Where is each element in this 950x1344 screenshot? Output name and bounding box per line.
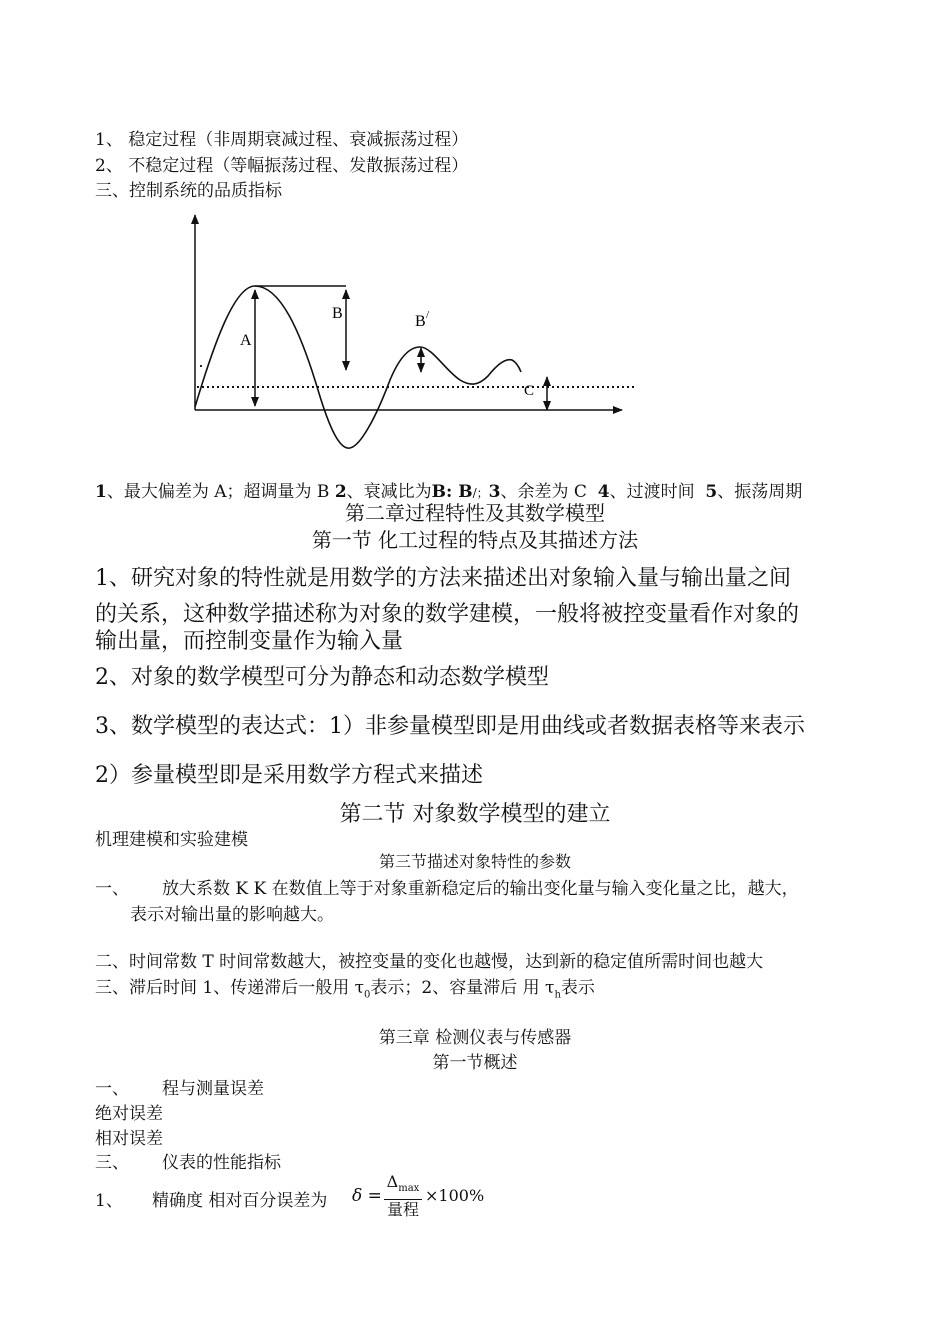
delta-symbol: δ = bbox=[352, 1186, 382, 1206]
item3-text-b: 表示；2、容量滞后 用 τ bbox=[370, 978, 555, 998]
delta-upper: Δ bbox=[386, 1172, 399, 1191]
ind-text-1: 、最大偏差为 A；超调量为 B bbox=[106, 482, 330, 502]
formula-fraction bbox=[384, 1173, 422, 1219]
item1-line1: 放大系数 K K 在数值上等于对象重新稳定后的输出变化量与输入变化量之比，越大， bbox=[162, 879, 799, 899]
item3-text-c: 表示 bbox=[560, 978, 595, 998]
fraction-numerator bbox=[384, 1173, 422, 1198]
label-B-prime-mark: / bbox=[426, 309, 430, 321]
fraction-denominator: 量程 bbox=[386, 1200, 419, 1220]
ind-num-5: 5 bbox=[705, 482, 718, 502]
chapter2-section3-title: 第三节描述对象特性的参数 bbox=[378, 852, 571, 871]
max-subscript: max bbox=[398, 1183, 420, 1195]
ind-text-4: 、过渡时间 bbox=[609, 482, 695, 502]
label-dot: · bbox=[198, 356, 204, 376]
label-B-prime: B bbox=[415, 313, 426, 330]
ind-num-4: 4 bbox=[597, 482, 610, 502]
transient-response-figure bbox=[0, 0, 950, 470]
ind-text-3: 、余差为 C bbox=[500, 482, 587, 502]
ind-num-2: 2 bbox=[334, 482, 347, 502]
ind-text-2c: /； bbox=[472, 486, 489, 500]
chapter2-section1-title: 第一节 化工过程的特点及其描述方法 bbox=[311, 528, 639, 552]
label-C: C bbox=[524, 383, 535, 399]
section2-body: 机理建模和实验建模 bbox=[95, 830, 248, 850]
precision-number: 1、 bbox=[95, 1191, 123, 1211]
ind-text-2b: B: B bbox=[431, 482, 473, 502]
label-A: A bbox=[240, 332, 252, 349]
label-B: B bbox=[332, 305, 343, 322]
item2: 二、时间常数 T 时间常数越大，被控变量的变化也越慢，达到新的稳定值所需时间也越大 bbox=[95, 952, 764, 972]
heading-quality-indicators: 三、控制系统的品质指标 bbox=[95, 181, 282, 201]
ind-text-5: 、振荡周期 bbox=[717, 482, 803, 502]
chapter3-title: 第三章 检测仪表与传感器 bbox=[378, 1028, 572, 1048]
ind-num-3: 3 bbox=[488, 482, 501, 502]
relative-error: 相对误差 bbox=[95, 1129, 163, 1149]
item3 bbox=[95, 973, 595, 1000]
paragraph-3: 3、数学模型的表达式：1）非参量模型即是用曲线或者数据表格等来表示 bbox=[95, 714, 805, 739]
item3-sub-0: 0 bbox=[364, 989, 371, 1001]
chapter2-title: 第二章过程特性及其数学模型 bbox=[345, 501, 605, 525]
times-100-percent: ×100% bbox=[425, 1186, 485, 1205]
paragraph-1-line1: 1、研究对象的特性就是用数学的方法来描述出对象输入量与输出量之间 bbox=[95, 566, 791, 591]
item3-text-a: 三、滞后时间 1、传递滞后一般用 τ bbox=[95, 978, 365, 998]
paragraph-1-line2: 的关系，这种数学描述称为对象的数学建模，一般将被控变量看作对象的 bbox=[95, 602, 800, 627]
c3-item3-text: 仪表的性能指标 bbox=[162, 1153, 281, 1173]
chapter2-section2-title: 第二节 对象数学模型的建立 bbox=[339, 802, 611, 827]
c3-item3-number: 三、 bbox=[95, 1153, 129, 1173]
item1-line2: 表示对输出量的影响越大。 bbox=[130, 905, 334, 925]
c3-item1-number: 一、 bbox=[95, 1079, 129, 1099]
ind-text-2: 、衰减比为 bbox=[346, 482, 432, 502]
chapter3-section1-title: 第一节概述 bbox=[432, 1053, 518, 1073]
absolute-error: 绝对误差 bbox=[95, 1104, 163, 1124]
paragraph-4: 2）参量模型即是采用数学方程式来描述 bbox=[95, 763, 483, 788]
item1-number: 一、 bbox=[95, 879, 129, 899]
list-item-unstable-process: 2、 不稳定过程（等幅振荡过程、发散振荡过程） bbox=[95, 156, 469, 176]
item3-sub-h: h bbox=[554, 989, 561, 1001]
c3-item1-text: 程与测量误差 bbox=[162, 1079, 264, 1099]
paragraph-1-line3: 输出量，而控制变量作为输入量 bbox=[95, 629, 404, 654]
response-curve bbox=[195, 286, 521, 448]
paragraph-2: 2、对象的数学模型可分为静态和动态数学模型 bbox=[95, 665, 549, 690]
list-item-stable-process: 1、 稳定过程（非周期衰减过程、衰减振荡过程） bbox=[95, 130, 469, 150]
ind-num-1: 1 bbox=[95, 482, 107, 502]
precision-text: 精确度 相对百分误差为 bbox=[152, 1191, 328, 1211]
